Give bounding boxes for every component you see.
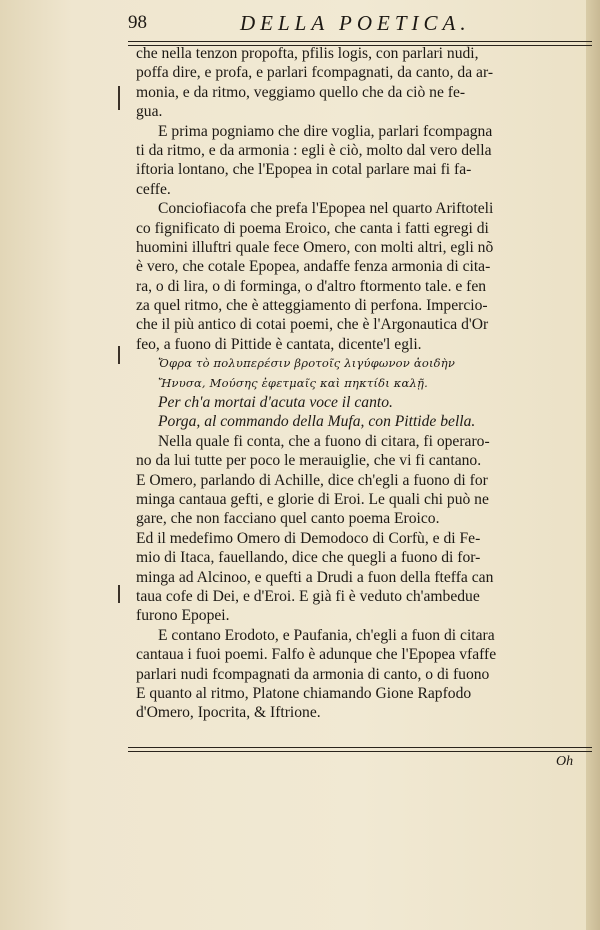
greek-verse-line: Ὄφρα τὸ πολυπερέσιν βροτοῖς λιγύφωνον ἀοιδὴν <box>158 356 456 371</box>
text-line: furono Epopei. <box>136 607 230 625</box>
text-line: ceffe. <box>136 180 171 198</box>
text-line: che il più antico di cotai poemi, che è l'Argonautica d'Or <box>136 316 489 334</box>
greek-verse-line: Ἤνυσα, Μούσης ἐφετμαῖς καὶ πηκτίδι καλῇ. <box>158 375 428 390</box>
text-line: ra, o di lira, o di forminga, o d'altro ftormento tale. e fen <box>136 277 487 295</box>
text-line: d'Omero, Ipocrita, & Iftrione. <box>136 704 321 722</box>
italian-verse-line: Per ch'a mortai d'acuta voce il canto. <box>158 394 393 412</box>
text-line: gare, che non facciano quel canto poema Eroico. <box>136 510 440 528</box>
text-line: è vero, che cotale Epopea, andaffe fenza armonia di cita- <box>136 258 491 276</box>
text-line: Nella quale fi conta, che a fuono di citara, fi operaro- <box>158 432 490 450</box>
text-line: ti da ritmo, e da armonia : egli è ciò, molto dal vero della <box>136 141 492 159</box>
margin-mark <box>118 346 120 364</box>
text-line: E prima pogniamo che dire voglia, parlari fcompagna <box>158 122 493 140</box>
margin-mark <box>118 86 120 110</box>
text-line: Ed il medefimo Omero di Demodoco di Corfù, e di Fe- <box>136 529 481 547</box>
text-line: cantaua i fuoi poemi. Falfo è adunque che l'Epopea vfaffe <box>136 646 497 664</box>
text-line: E Omero, parlando di Achille, dice ch'egli a fuono di for <box>136 471 488 489</box>
footer-rule <box>128 747 592 752</box>
page-number: 98 <box>128 12 147 33</box>
text-line: minga ad Alcinoo, e quefti a Drudi a fuon della fteffa can <box>136 568 494 586</box>
page-gutter <box>586 0 600 930</box>
page-header <box>128 8 588 38</box>
text-line: poffa dire, e profa, e parlari fcompagnati, da canto, da ar- <box>136 64 494 82</box>
text-line: iftoria lontano, che l'Epopea in cotal parlare mai fi fa- <box>136 161 472 179</box>
text-line: gua. <box>136 103 163 121</box>
text-line: E contano Erodoto, e Paufania, ch'egli a fuon di citara <box>158 626 495 644</box>
text-line: feo, a fuono di Pittide è cantata, dicente'l egli. <box>136 335 422 353</box>
text-line: no da lui tutte per poco le merauiglie, che vi fi cantano. <box>136 452 482 470</box>
text-line: parlari nudi fcompagnati da armonia di canto, o di fuono <box>136 665 490 683</box>
text-line: co fignificato di poema Eroico, che canta i fatti egregi di <box>136 219 489 237</box>
text-line: mio di Itaca, fauellando, dice che quegli a fuono di for- <box>136 549 481 567</box>
margin-mark <box>118 585 120 603</box>
text-line: za quel ritmo, che è atteggiamento di perfona. Impercio- <box>136 297 488 315</box>
text-line: che nella tenzon propofta, pfilis logis, con parlari nudi, <box>136 45 479 62</box>
text-line: minga cantaua gefti, e glorie di Eroi. Le quali chi può ne <box>136 490 489 508</box>
text-line: Conciofiacofa che prefa l'Epopea nel quarto Ariftoteli <box>158 200 494 218</box>
italian-verse-line: Porga, al commando della Mufa, con Pittide bella. <box>158 413 476 431</box>
text-line: E quanto al ritmo, Platone chiamando Gione Rapfodo <box>136 684 472 702</box>
text-line: monia, e da ritmo, veggiamo quello che da ciò ne fe- <box>136 83 466 101</box>
text-line: huomini illuftri quale fece Omero, con molti altri, egli nõ <box>136 238 494 256</box>
text-line: taua cofe di Dei, e d'Eroi. E già fi è veduto ch'ambedue <box>136 587 480 605</box>
body-text <box>136 44 588 723</box>
catchword: Oh <box>556 754 574 769</box>
running-title: DELLA POETICA. <box>240 11 471 35</box>
